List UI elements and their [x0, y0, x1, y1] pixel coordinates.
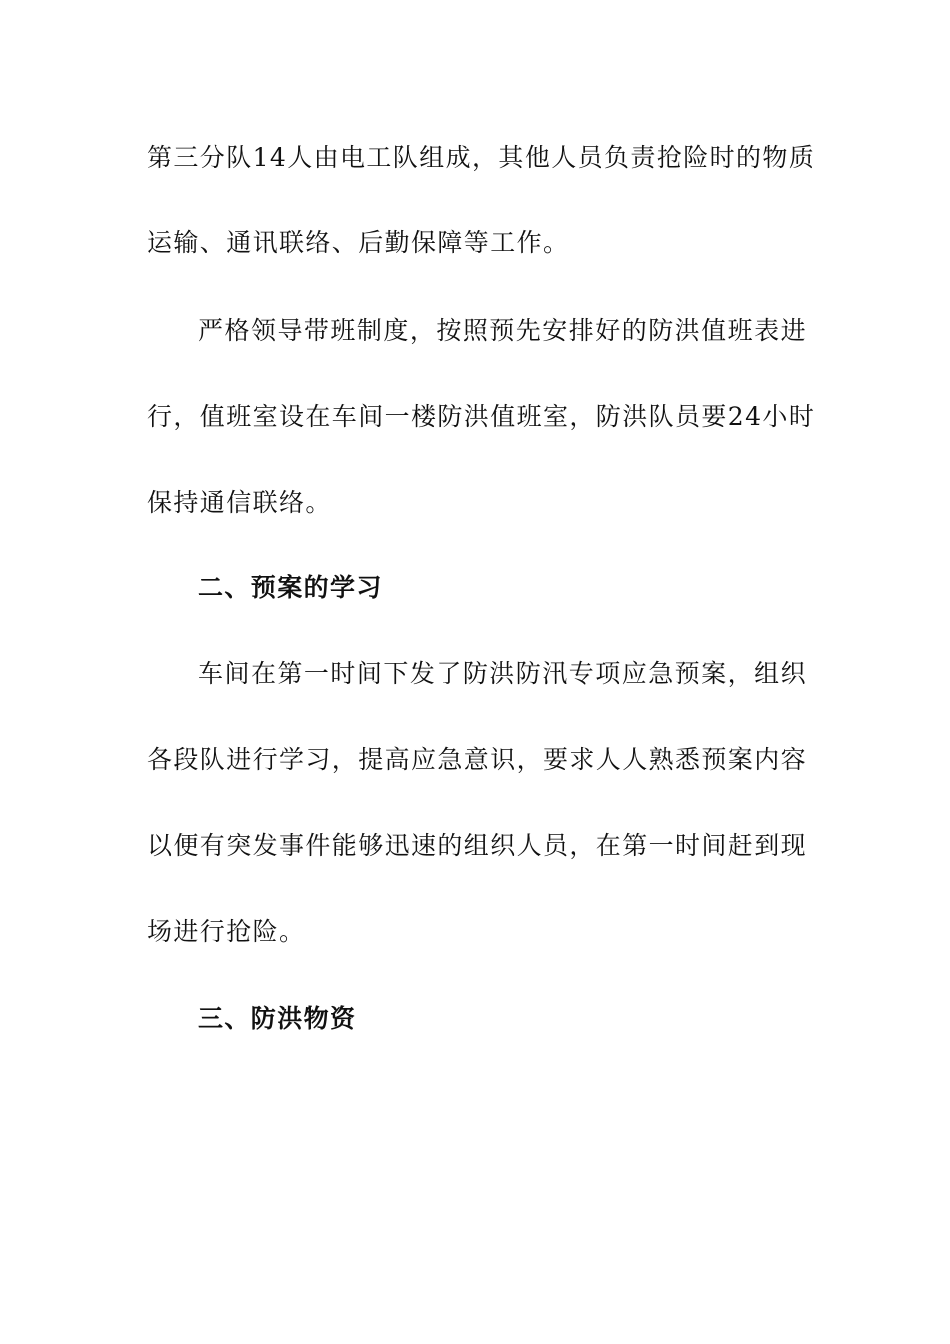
paragraph-line: 场进行抢险。	[147, 917, 306, 946]
paragraph-line: 行，值班室设在车间一楼防洪值班室，防洪队员要24小时	[147, 402, 816, 431]
paragraph-line: 以便有突发事件能够迅速的组织人员，在第一时间赶到现	[147, 831, 808, 860]
paragraph-line: 严格领导带班制度，按照预先安排好的防洪值班表进	[198, 316, 807, 345]
paragraph-line: 保持通信联络。	[147, 488, 332, 517]
paragraph-line: 第三分队14人由电工队组成，其他人员负责抢险时的物质	[147, 143, 816, 172]
paragraph-line: 运输、通讯联络、后勤保障等工作。	[147, 228, 570, 257]
paragraph-line: 车间在第一时间下发了防洪防汛专项应急预案，组织	[198, 659, 807, 688]
section-heading: 二、预案的学习	[198, 573, 383, 602]
section-heading: 三、防洪物资	[198, 1004, 357, 1033]
paragraph-line: 各段队进行学习，提高应急意识，要求人人熟悉预案内容	[147, 745, 808, 774]
